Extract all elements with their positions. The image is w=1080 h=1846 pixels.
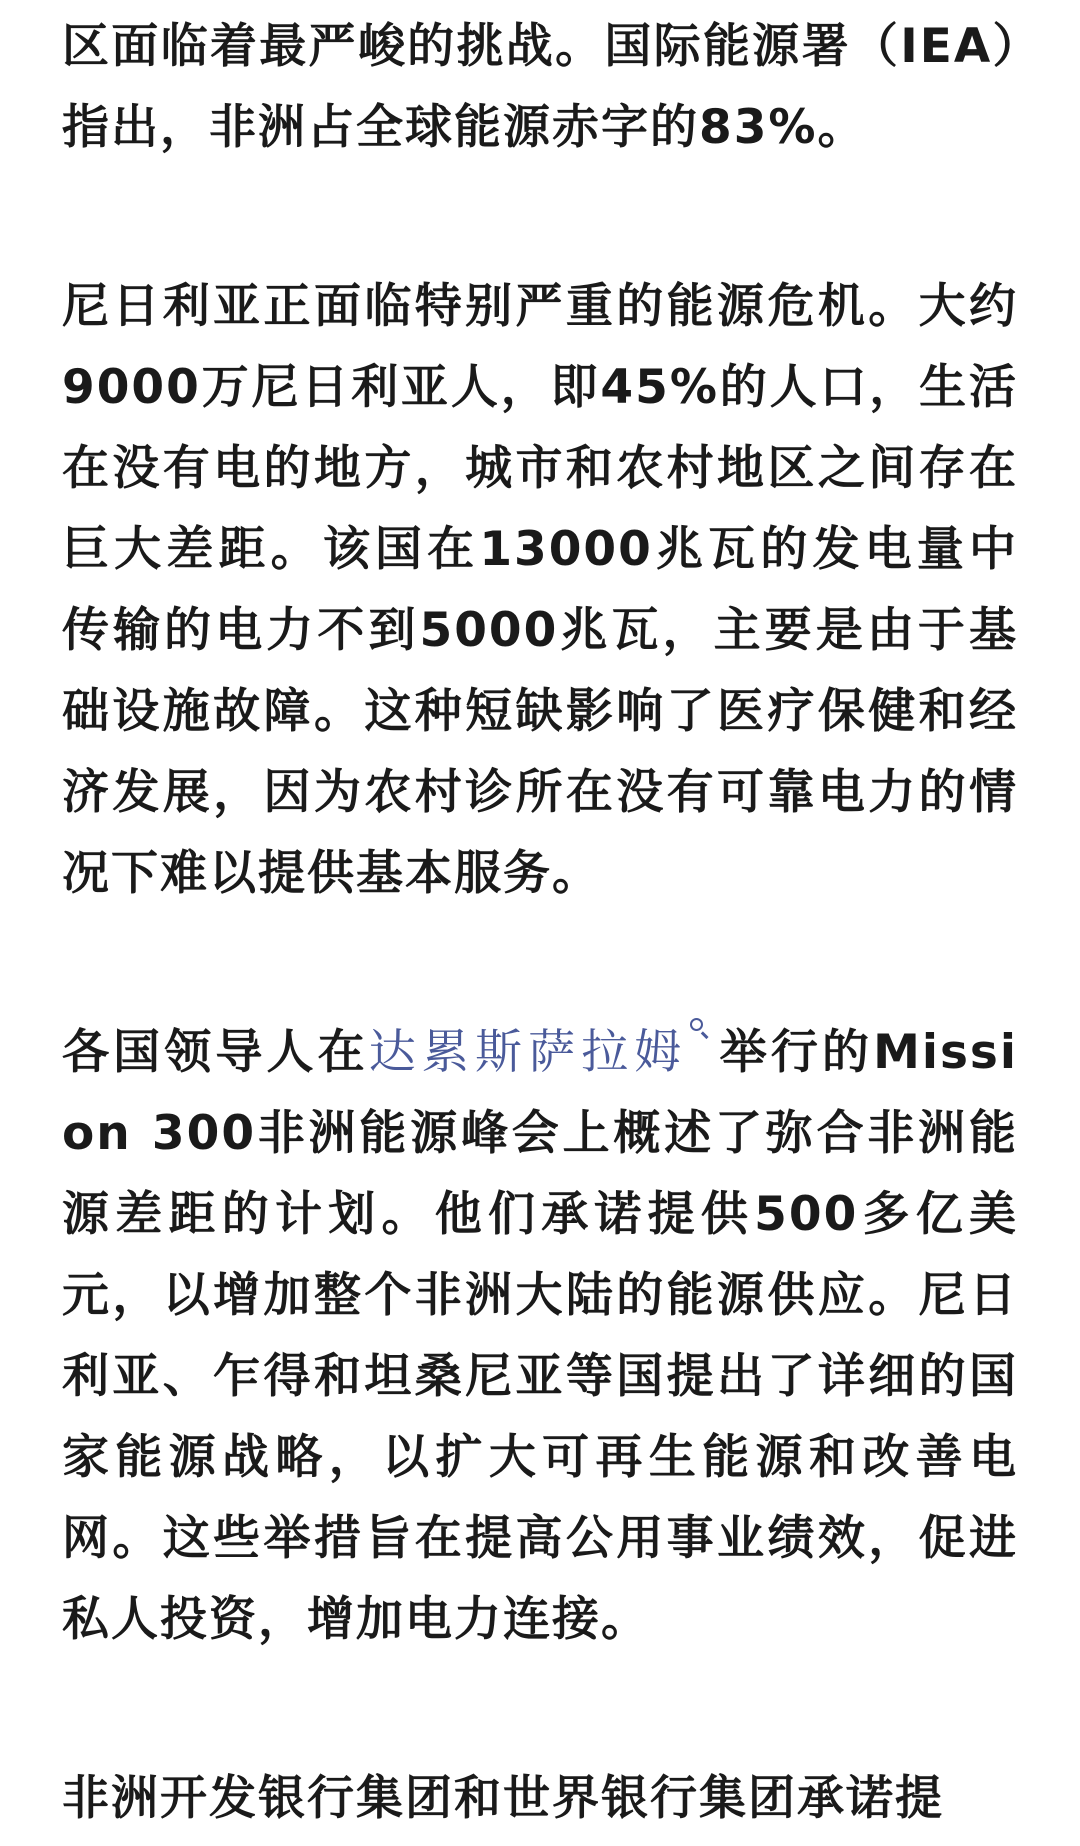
paragraph-development-banks: 非洲开发银行集团和世界银行集团承诺提: [62, 1771, 944, 1826]
paragraph-gap: [62, 1660, 1018, 1758]
paragraph-gap: [62, 168, 1018, 266]
article-body: [62, 0, 1018, 1839]
paragraph-nigeria-crisis: 尼日利亚正面临特别严重的能源危机。大约9000万尼日利亚人，即45%的人口，生活在没有电的地方，城市和农村地区之间存在巨大差距。该国在13000兆瓦的发电量中传输的电力不到5000兆瓦，主要是由于基础设施故障。这种短缺影响了医疗保健和经济发展，因为农村诊所在没有可靠电力的情况下难以提供基本服务。: [62, 279, 1018, 901]
dar-es-salaam-search-link[interactable]: 达累斯萨拉姆: [368, 1025, 688, 1080]
paragraph-text-after-link: 举行的Mission 300非洲能源峰会上概述了弥合非洲能源差距的计划。他们承诺提供500多亿美元，以增加整个非洲大陆的能源供应。尼日利亚、乍得和坦桑尼亚等国提出了详细的国家能源战略，以扩大可再生能源和改善电网。这些举措旨在提高公用事业绩效，促进私人投资，增加电力连接。: [62, 1025, 1019, 1647]
search-icon[interactable]: [690, 1018, 712, 1040]
paragraph-energy-deficit: 区面临着最严峻的挑战。国际能源署（IEA）指出，非洲占全球能源赤字的83%。: [62, 19, 1018, 155]
paragraph-mission-300: [62, 1012, 1018, 1660]
paragraph-gap: [62, 914, 1018, 1012]
paragraph-text-before-link: 各国领导人在: [62, 1025, 369, 1080]
